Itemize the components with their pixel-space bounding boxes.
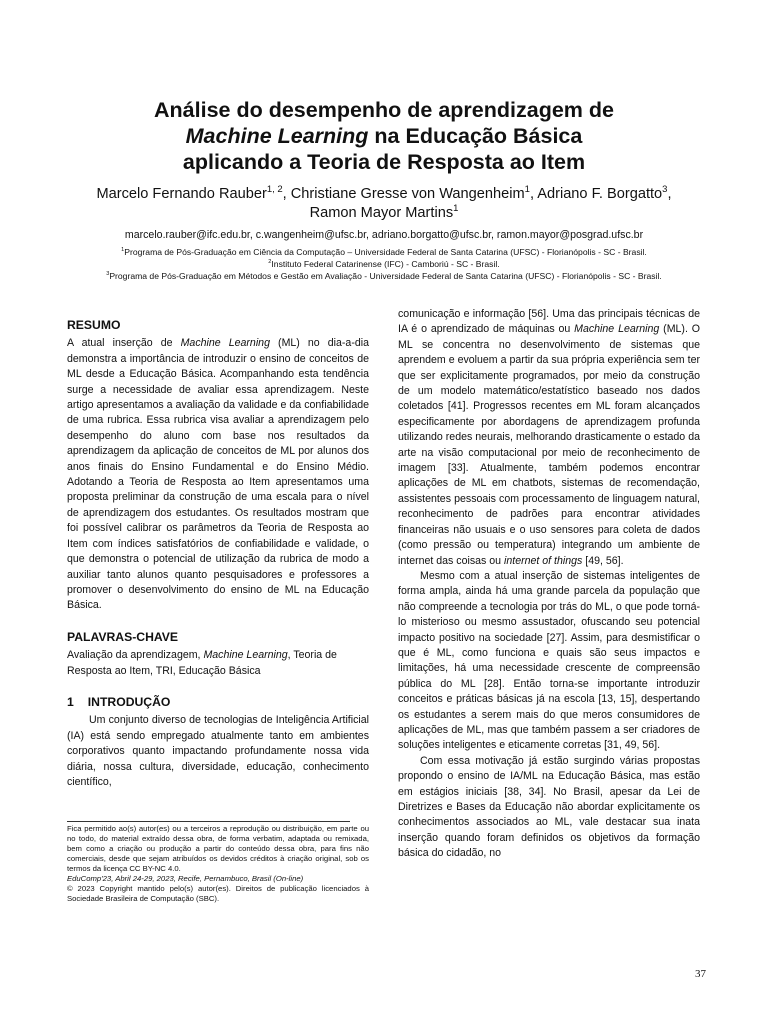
title-line-2 (0, 123, 768, 149)
footnote-block (67, 824, 369, 904)
affiliation-2 (60, 259, 708, 271)
author-4: Ramon Mayor Martins (309, 205, 454, 221)
title-line-1: Análise do desempenho de aprendizagem de (154, 98, 614, 122)
section-title: INTRODUÇÃO (87, 694, 171, 709)
affiliation-1-text: Programa de Pós-Graduação em Ciência da Computação – Universidade Federal de Santa Catarina (UFSC) - Florianópolis - SC - Brasil. (124, 247, 647, 257)
right-paragraph-1 (398, 307, 700, 569)
copyright-note: © 2023 Copyright mantido pelo(s) autor(es). Direitos de publicação licenciados à Sociedade Brasileira de Computação (SBC). (67, 884, 369, 903)
title-line-3: aplicando a Teoria de Resposta ao Item (182, 150, 586, 174)
affiliation-3 (60, 271, 708, 283)
title-italic: Machine Learning (185, 124, 369, 148)
section-number: 1 (67, 694, 74, 709)
keywords-heading: PALAVRAS-CHAVE (67, 629, 179, 644)
resumo-text (67, 336, 369, 613)
left-column (67, 318, 369, 790)
keywords-italic: Machine Learning (203, 649, 288, 662)
author-line-2 (40, 204, 728, 223)
author-4-affil: 1 (453, 203, 459, 215)
author-2: , Christiane Gresse von Wangenheim (282, 186, 525, 202)
affiliation-2-text: Instituto Federal Catarinense (IFC) - Camboriú - SC - Brasil. (271, 259, 500, 269)
keywords-text-rest: , Teoria de Resposta ao Item, TRI, Educação Básica (67, 649, 337, 677)
right-paragraph-2: Mesmo com a atual inserção de sistemas inteligentes de forma ampla, ainda há uma grande parcela da população que não compreende a tecnologia por trás do ML, o que pode torná-lo misterioso ou mesmo assustador, ofuscando seu potencial impacto positivo na sociedade [27]. Assim, para desmistificar o que é ML, como funciona e quais são seus impactos e limitações, há uma necessidade crescente de compreensão pública do ML [28]. Então torna-se importante introduzir conceitos e práticas básicas já na escola [13, 15], despertando os estudantes a serem mais do que meros consumidores de aplicações de ML, mas que também passem a ser criadores de soluções inteligentes e eticamente corretas [31, 49, 56]. (398, 569, 700, 752)
author-list (40, 185, 728, 223)
resumo-heading: RESUMO (67, 318, 121, 332)
right-paragraph-3: Com essa motivação já estão surgindo várias propostas propondo o ensino de IA/ML na Educação Básica, mas estão em estágios iniciais [38, 34]. No Brasil, apesar da Lei de Diretrizes e Bases da Educação não abordar explicitamente os conhecimentos associados ao ML, vale destacar sua inata inserção quando foram definidos os objetivos da formação básica do cidadão, no (398, 754, 700, 860)
paper-title (0, 97, 768, 175)
author-line-1 (40, 185, 728, 204)
author-3-affil: 3 (662, 184, 668, 196)
author-3-comma: , (667, 186, 672, 202)
author-2-affil: 1 (524, 184, 530, 196)
author-emails: marcelo.rauber@ifc.edu.br, c.wangenheim@ufsc.br, adriano.borgatto@ufsc.br, ramon.mayor@posgrad.ufsc.br (124, 229, 644, 241)
right-p1-italic: Machine Learning (574, 323, 660, 336)
resumo-text-rest: (ML) no dia-a-dia demonstra a importância de introduzir o ensino de conceitos de ML desde a Educação Básica. Acompanhando esta tendência surge a necessidade de avaliar essa aprendizagem. Neste artigo apresentamos a avaliação da validade e da confiabilidade de uma rubrica. Essa rubrica visa avaliar a aprendizagem pelo desempenho do aluno com base nos resultados da aprendizagem da aplicação de conceitos de ML por alunos dos anos finais do Ensino Fundamental e do Ensino Médio. Adotando a Teoria de Resposta ao Item apresentamos uma proposta preliminar da construção de uma escala para o nível de aprendizagem dos estudantes. Os resultados mostram que foi possível calibrar os parâmetros da Teoria de Resposta ao Item com índices satisfatórios de confiabilidade e validade, o que demonstra o potencial de utilização da rubrica de modo a auxiliar tanto alunos quanto pesquisadores e professores a promover o desenvolvimento do ensino de ML na Educação Básica. (67, 337, 369, 612)
footnote-rule (67, 821, 350, 822)
right-p1-c: [49, 56]. (582, 554, 624, 567)
right-p1-italic-2: internet of things (504, 554, 583, 567)
right-column (398, 307, 700, 862)
resumo-text-start: A atual inserção de (67, 337, 181, 350)
keywords-text (67, 648, 369, 679)
conference-info: EduComp'23, Abril 24-29, 2023, Recife, Pernambuco, Brasil (On-line) (67, 874, 304, 883)
keywords-text-start: Avaliação da aprendizagem, (67, 649, 204, 662)
page-number: 37 (695, 968, 706, 980)
section-heading-intro (67, 695, 369, 710)
title-line-2-rest: na Educação Básica (368, 124, 583, 148)
license-note: Fica permitido ao(s) autor(es) ou a terceiros a reprodução ou distribuição, em parte ou no todo, do material extraído dessa obra, de forma verbatim, adaptada ou remixada, bem como a criação ou produção a partir do conteúdo dessa obra, para fins não comerciais, desde que sejam atribuídos os devidos créditos à criação original, sob os termos da licença CC BY-NC 4.0. (67, 824, 369, 873)
intro-paragraph: Um conjunto diverso de tecnologias de Inteligência Artificial (IA) está sendo empregado atualmente tanto em ambientes corporativos quanto impactando profundamente nossa vida diária, nossa cultura, diversidade, educação, conhecimento científico, (67, 714, 369, 788)
resumo-italic: Machine Learning (180, 337, 270, 350)
affiliation-2-sup: 2 (268, 259, 272, 266)
author-1: Marcelo Fernando Rauber (96, 186, 267, 202)
author-1-affil: 1, 2 (266, 184, 283, 196)
affiliation-3-text: Programa de Pós-Graduação em Métodos e Gestão em Avaliação - Universidade Federal de Santa Catarina (UFSC) - Florianópolis - SC - Brasil. (109, 271, 662, 281)
right-p1-a: comunicação e informação [56]. Uma das principais técnicas de IA é o aprendizado de máquinas ou (398, 308, 700, 336)
affiliation-1-sup: 1 (121, 247, 125, 254)
affiliation-3-sup: 3 (106, 271, 110, 278)
author-3: , Adriano F. Borgatto (529, 186, 663, 202)
right-p1-b: (ML). O ML se concentra no desenvolvimento de sistemas que aprendem e evoluem a partir da sua própria experiência sem ter que ser explicitamente programados, por meio da construção de um modelo matemático/estatístico baseado nos dados coletados [41]. Progressos recentes em ML foram alcançados especificamente por abordagens de aprendizagem profunda utilizando redes neurais, melhorando drasticamente o estado da arte na visão computacional por meio de reconhecimento de imagem [33]. Atualmente, também podemos encontrar aplicações de ML em chatbots, sistemas de recomendação, assistentes pessoais com processamento de linguagem natural, reconhecimento de padrões para encontrar atividades financeiras não usuais e o uso sensores para coleta de dados (como pressão ou temperatura) integrando um ambiente de internet das coisas ou (398, 323, 701, 567)
affiliation-1 (60, 247, 708, 259)
